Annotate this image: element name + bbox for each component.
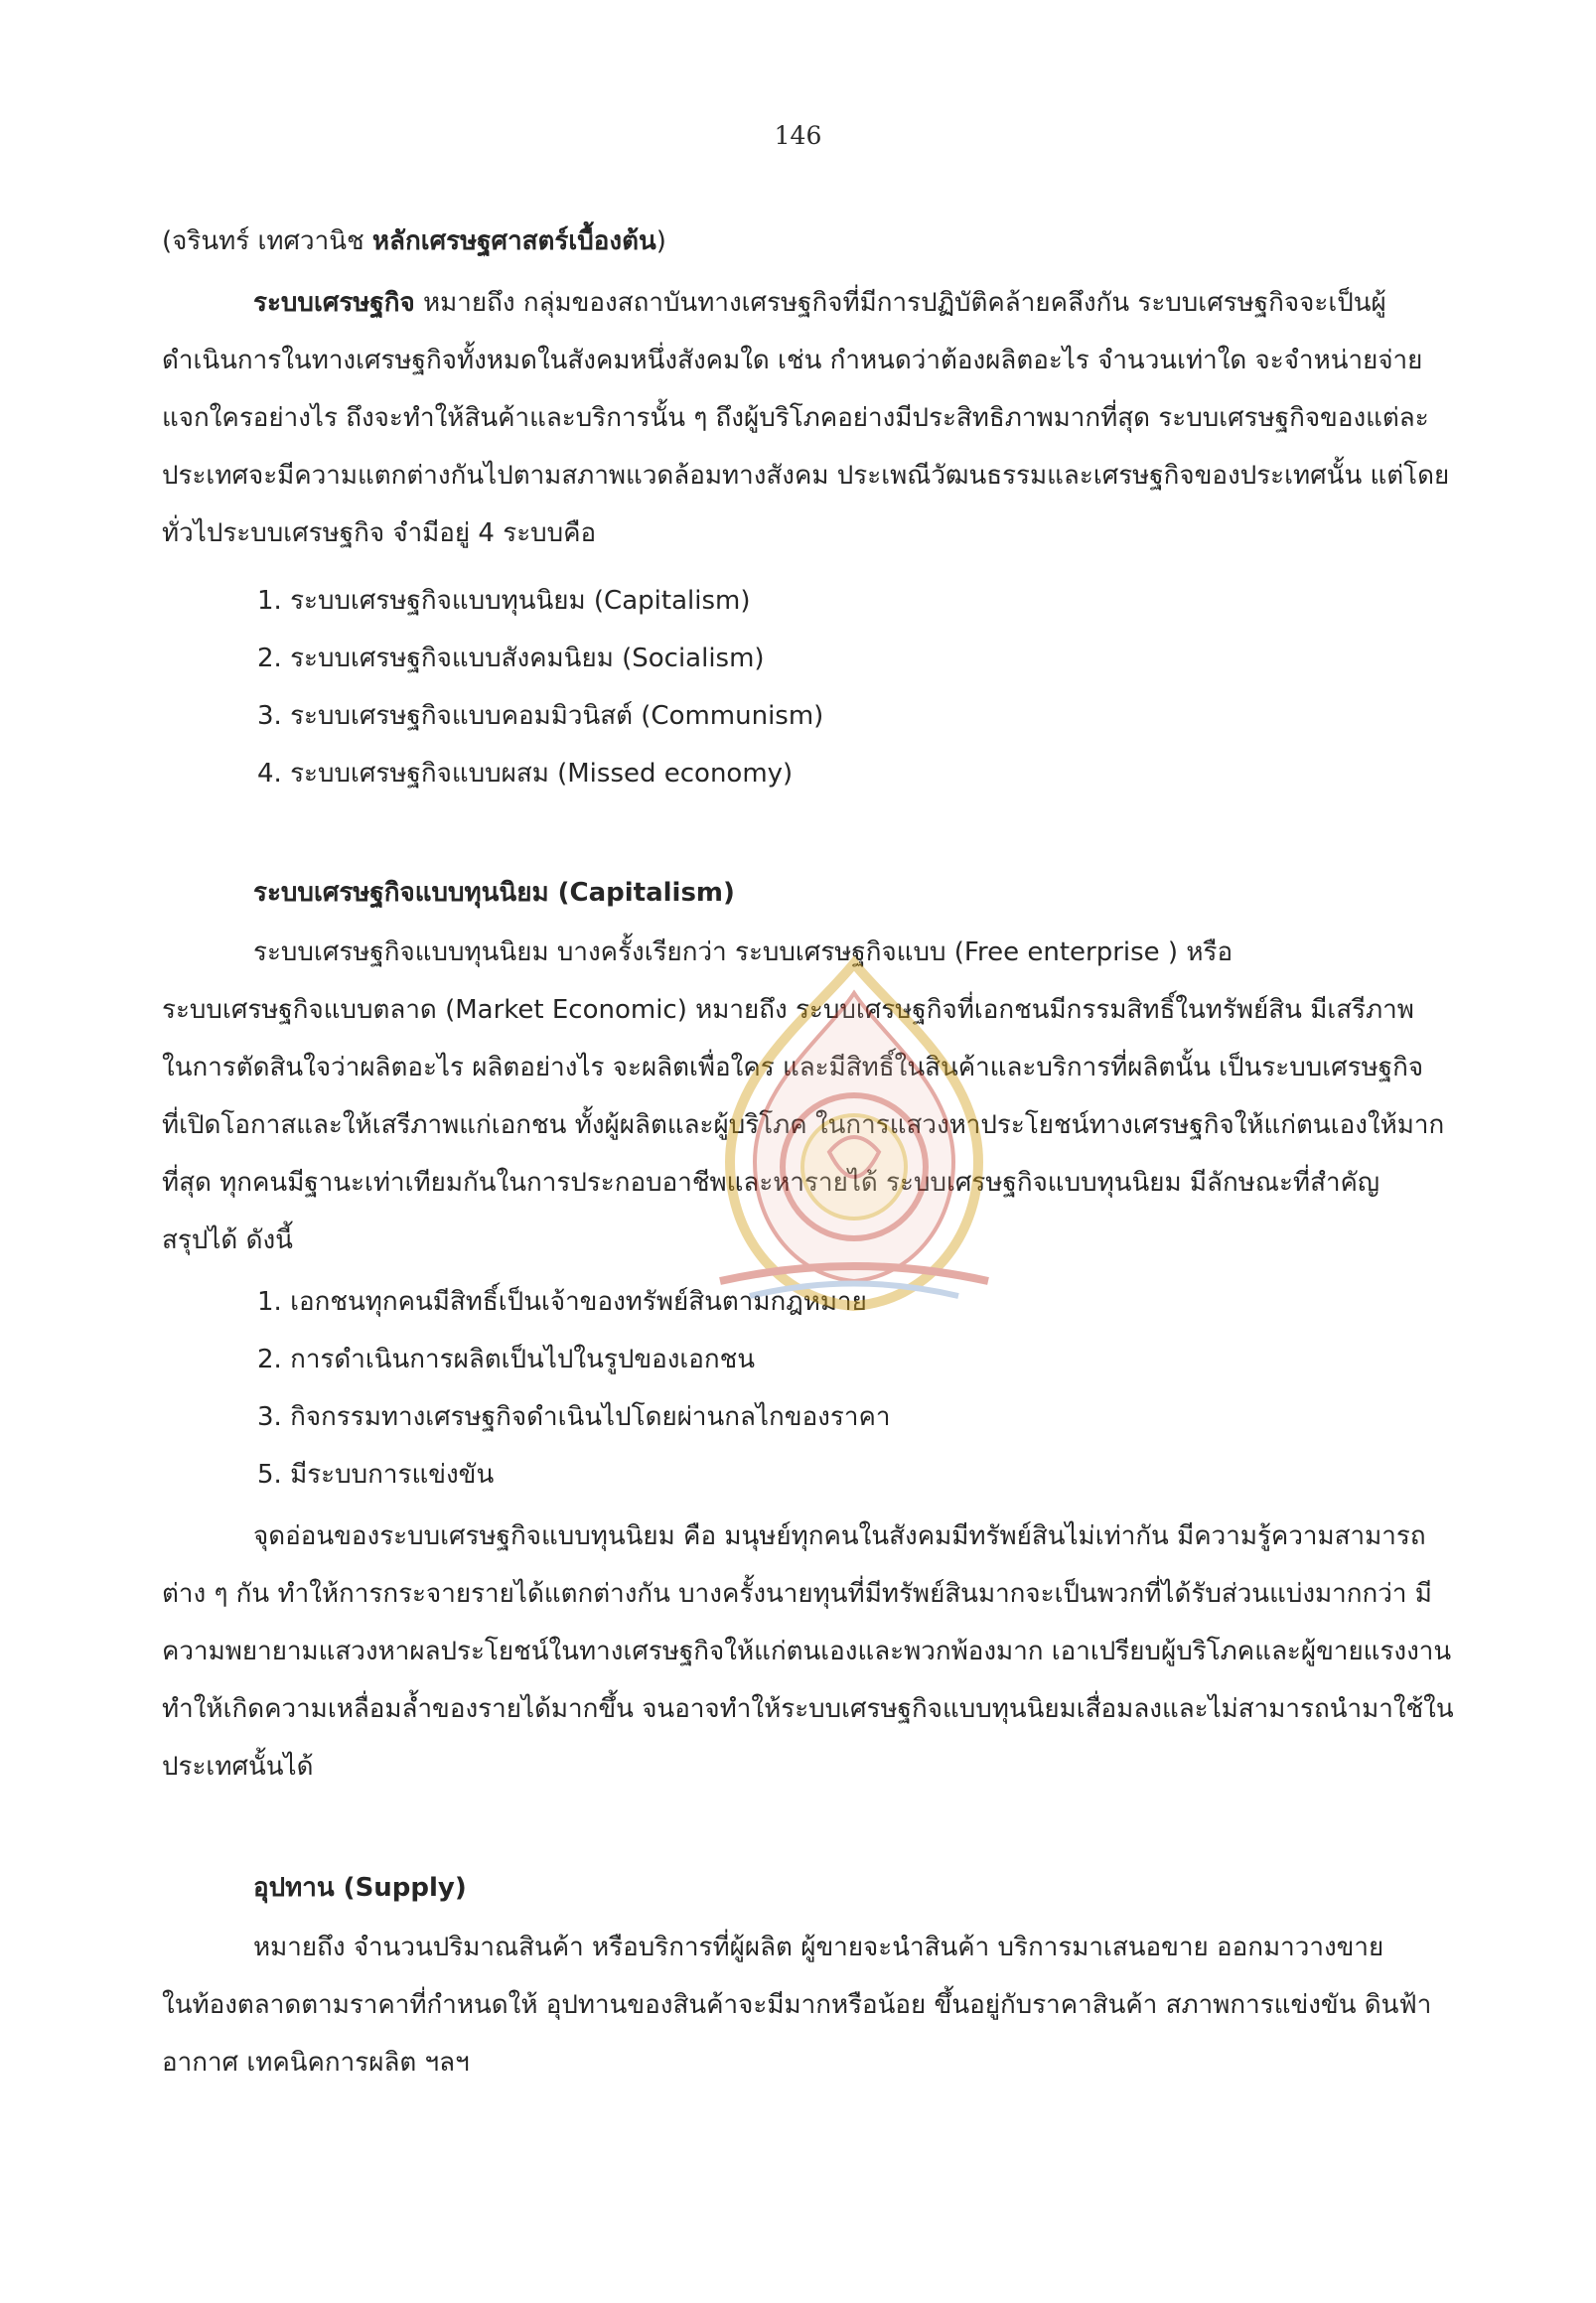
intro-line-5: ทั่วไประบบเศรษฐกิจ จำมีอยู่ 4 ระบบคือ xyxy=(162,518,597,548)
intro-text: หมายถึง กลุ่มของสถาบันทางเศรษฐกิจที่มีการปฏิบัติคล้ายคลึงกัน ระบบเศรษฐกิจจะเป็นผู้ xyxy=(414,288,1386,318)
list-item: 3. ระบบเศรษฐกิจแบบคอมมิวนิสต์ (Communism) xyxy=(257,701,824,731)
capitalism-line: ที่สุด ทุกคนมีฐานะเท่าเทียมกันในการประกอบอาชีพและหารายได้ ระบบเศรษฐกิจแบบทุนนิยม มีลักษณะที่สำคัญ xyxy=(162,1168,1380,1198)
citation-author: (จรินทร์ เทศวานิช xyxy=(162,226,372,256)
citation xyxy=(162,224,666,258)
supply-line: อากาศ เทคนิคการผลิต ฯลฯ xyxy=(162,2048,470,2078)
intro-line-3: แจกใครอย่างไร ถึงจะทำให้สินค้าและบริการนั้น ๆ ถึงผู้บริโภคอย่างมีประสิทธิภาพมากที่สุด ระบบเศรษฐกิจของแต่ละ xyxy=(162,403,1429,433)
section-heading-supply: อุปทาน (Supply) xyxy=(253,1873,467,1903)
capitalism-line: ที่เปิดโอกาสและให้เสรีภาพแก่เอกชน ทั้งผู้ผลิตและผู้บริโภค ในการแสวงหาประโยชน์ทางเศรษฐกิจให้แก่ตนเองให้มาก xyxy=(162,1110,1445,1140)
feature-item: 5. มีระบบการแข่งขัน xyxy=(257,1460,495,1490)
capitalism-line: ระบบเศรษฐกิจแบบทุนนิยม บางครั้งเรียกว่า ระบบเศรษฐกิจแบบ (Free enterprise ) หรือ xyxy=(253,937,1233,967)
weakness-line: ต่าง ๆ กัน ทำให้การกระจายรายได้แตกต่างกัน บางครั้งนายทุนที่มีทรัพย์สินมากจะเป็นพวกที่ได้รับส่วนแบ่งมากกว่า มี xyxy=(162,1579,1432,1609)
supply-line: หมายถึง จำนวนปริมาณสินค้า หรือบริการที่ผู้ผลิต ผู้ขายจะนำสินค้า บริการมาเสนอขาย ออกมาวางขาย xyxy=(253,1933,1384,1962)
weakness-line: จุดอ่อนของระบบเศรษฐกิจแบบทุนนิยม คือ มนุษย์ทุกคนในสังคมมีทรัพย์สินไม่เท่ากัน มีความรู้ความสามารถ xyxy=(253,1521,1426,1551)
weakness-line: ประเทศนั้นได้ xyxy=(162,1752,314,1782)
capitalism-line: ระบบเศรษฐกิจแบบตลาด (Market Economic) หมายถึง ระบบเศรษฐกิจที่เอกชนมีกรรมสิทธิ์ในทรัพย์สิน มีเสรีภาพ xyxy=(162,995,1414,1025)
list-item: 2. ระบบเศรษฐกิจแบบสังคมนิยม (Socialism) xyxy=(257,644,765,673)
supply-line: ในท้องตลาดตามราคาที่กำหนดให้ อุปทานของสินค้าจะมีมากหรือน้อย ขึ้นอยู่กับราคาสินค้า สภาพการแข่งขัน ดินฟ้า xyxy=(162,1990,1432,2020)
intro-term: ระบบเศรษฐกิจ xyxy=(253,288,415,318)
feature-item: 1. เอกชนทุกคนมีสิทธิ์เป็นเจ้าของทรัพย์สินตามกฎหมาย xyxy=(257,1287,867,1317)
list-item: 1. ระบบเศรษฐกิจแบบทุนนิยม (Capitalism) xyxy=(257,586,751,616)
capitalism-line: ในการตัดสินใจว่าผลิตอะไร ผลิตอย่างไร จะผลิตเพื่อใคร และมีสิทธิ์ในสินค้าและบริการที่ผลิตนั้น เป็นระบบเศรษฐกิจ xyxy=(162,1053,1424,1082)
capitalism-line: สรุปได้ ดังนี้ xyxy=(162,1225,293,1255)
intro-line-4: ประเทศจะมีความแตกต่างกันไปตามสภาพแวดล้อมทางสังคม ประเพณีวัฒนธรรมและเศรษฐกิจของประเทศนั้น แต่โดย xyxy=(162,461,1450,491)
feature-item: 3. กิจกรรมทางเศรษฐกิจดำเนินไปโดยผ่านกลไกของราคา xyxy=(257,1402,891,1432)
citation-book-title: หลักเศรษฐศาสตร์เบื้องต้น xyxy=(371,226,656,256)
intro-line-1 xyxy=(253,286,1386,320)
weakness-line: ทำให้เกิดความเหลื่อมล้ำของรายได้มากขึ้น จนอาจทำให้ระบบเศรษฐกิจแบบทุนนิยมเสื่อมลงและไม่สามารถนำมาใช้ใน xyxy=(162,1694,1454,1724)
list-item: 4. ระบบเศรษฐกิจแบบผสม (Missed economy) xyxy=(257,759,794,789)
intro-line-2: ดำเนินการในทางเศรษฐกิจทั้งหมดในสังคมหนึ่งสังคมใด เช่น กำหนดว่าต้องผลิตอะไร จำนวนเท่าใด จะจำหน่ายจ่าย xyxy=(162,346,1423,375)
page-number: 146 xyxy=(774,121,822,150)
weakness-line: ความพยายามแสวงหาผลประโยชน์ในทางเศรษฐกิจให้แก่ตนเองและพวกพ้องมาก เอาเปรียบผู้บริโภคและผู้ขายแรงงาน xyxy=(162,1637,1452,1666)
feature-item: 2. การดำเนินการผลิตเป็นไปในรูปของเอกชน xyxy=(257,1345,756,1374)
section-heading-capitalism: ระบบเศรษฐกิจแบบทุนนิยม (Capitalism) xyxy=(253,878,735,908)
citation-close: ) xyxy=(655,226,666,256)
